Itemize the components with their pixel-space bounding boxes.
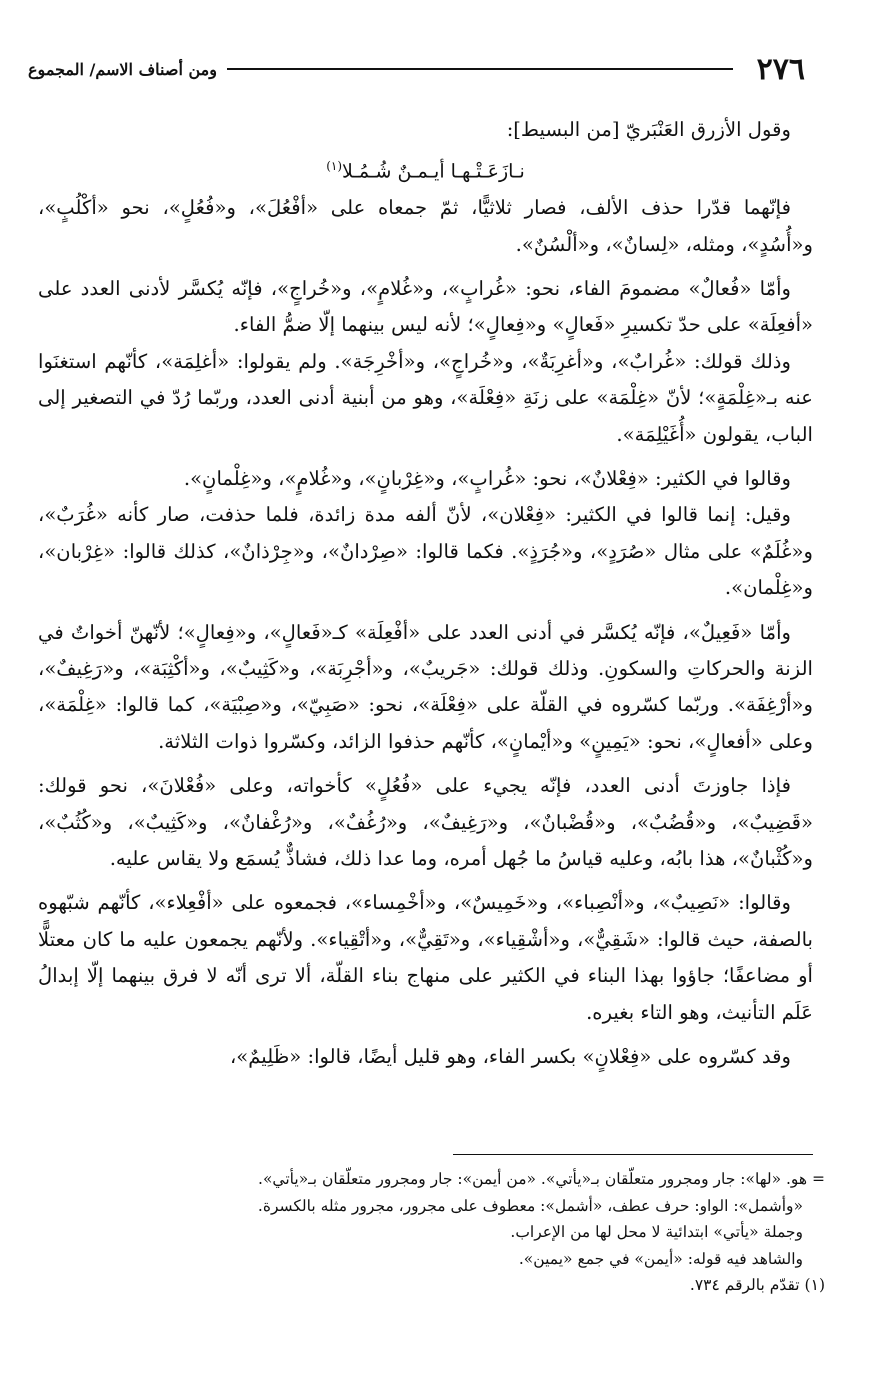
verse-text: نـازَعَـتْـهـا أيـمـنٌ شُـمُـلا <box>342 160 525 183</box>
footnote-line: = هو. «لها»: جار ومجرور متعلّقان بـ«يأتي». «من أيمن»: جار ومجرور متعلّقان بـ«يأتي». <box>258 1170 825 1188</box>
main-text <box>38 112 813 1075</box>
footnote-line: وجملة «يأتي» ابتدائية لا محل لها من الإعراب. <box>510 1223 803 1241</box>
footnote-line: والشاهد فيه قوله: «أيمن» في جمع «يمين». <box>518 1249 803 1268</box>
footnote-ref: (١) <box>326 159 343 174</box>
poetry-verse <box>38 148 813 190</box>
footnotes <box>70 1166 825 1299</box>
paragraph: وذلك قولك: «غُرابٌ»، و«أغرِبَةٌ»، و«خُراجٍ»، و«أخْرِجَة». ولم يقولوا: «أغلِمَة»، كأنّهم استغنَوا عنه بـ«غِلْمَةٍ»؛ لأنّ «غِلْمَة» على زنَةِ «فِعْلَة»، وهو من أبنية أدنى العدد، وربّما رُدّ في التصغير إلى الباب، يقولون «أُغَيْلِمَة». <box>38 349 813 446</box>
running-title: ومن أصناف الاسم/ المجموع <box>28 59 217 79</box>
paragraph: وقالوا: «نَصِيبٌ»، و«أنْصِباء»، و«خَمِيسٌ»، و«أخْمِساء»، فجمعوه على «أفْعِلاء»، كأنّهم شبّهوه بالصفة، حيث قالوا: «شَقِيٌّ»، و«أشْقِياء»، و«تَقِيٌّ»، و«أتْقِياء». ولأنّهم يجمعون عليه ما كان معتلًّا أو مضاعفًا؛ جاؤوا بهذا البناء في الكثير على منهاج بناء القلّة، ألا ترى أنّه لا فرق بينهما إلّا إبدالُ عَلَم التأنيث، وهو التاء بغيره. <box>38 891 813 1024</box>
verse-intro: وقول الأزرق العَنْبَريّ [من البسيط]: <box>506 118 791 141</box>
footnote-1: (١) تقدّم بالرقم ٧٣٤. <box>689 1276 825 1294</box>
paragraph: وقالوا في الكثير: «فِعْلانٌ»، نحو: «غُرابٍ»، و«غِرْبانٍ»، و«غُلامٍ»، و«غِلْمانٍ». <box>183 466 791 490</box>
page-header <box>28 52 805 86</box>
paragraph: وقيل: إنما قالوا في الكثير: «فِعْلان»، لأنّ ألفه مدة زائدة، فلما حذفت، صار كأنه «غُرَبٌ»، و«غُلَمٌ» على مثال «صُرَدٍ»، و«جُرَذٍ». فكما قالوا: «صِرْدانٌ»، و«جِرْذانٌ»، كذلك قالوا: «غِرْبان»، و«غِلْمان». <box>38 503 813 600</box>
paragraph: فإنّهما قدّرا حذف الألف، فصار ثلاثيًّا، ثمّ جمعاه على «أفْعُلَ»، و«فُعُلٍ»، نحو «أكْلُبٍ»، و«أُسُدٍ»، ومثله، «لِسانٌ»، و«ألْسُنٌ». <box>38 196 813 256</box>
page-number: ٢٧٦ <box>756 51 805 87</box>
footnote-separator <box>453 1154 813 1155</box>
footnote-line: «وأشمل»: الواو: حرف عطف، «أشمل»: معطوف على مجرور، مجرور مثله بالكسرة. <box>257 1196 803 1215</box>
paragraph: وقد كسّروه على «فِعْلانٍ» بكسر الفاء، وهو قليل أيضًا، قالوا: «ظَلِيمٌ»، <box>229 1045 791 1069</box>
paragraph: وأمّا «فَعِيلٌ»، فإنّه يُكسَّر في أدنى العدد على «أفْعِلَة» كـ«فَعالٍ»، و«فِعالٍ»؛ لأنّهنّ أخواتٌ في الزنة والحركاتِ والسكونِ. وذلك قولك: «جَريبٌ»، و«أجْرِبَة»، و«كَثِيبٌ»، و«أكْثِبَة»، و«رَغِيفٌ»، و«أرْغِفَة». وربّما كسّروه في القلّة على «فِعْلَة»، نحو: «صَبِيّ»، و«صِبْيَة»، كما قالوا: «غِلْمَة»، وعلى «أفعالٍ»، نحو: «يَمِينٍ» و«أيْمانٍ»، كأنّهم حذفوا الزائد، وكسّروا ذوات الثلاثة. <box>38 620 813 753</box>
paragraph: فإذا جاوزتَ أدنى العدد، فإنّه يجيء على «فُعُلٍ» كأخواته، وعلى «فُعْلانَ»، نحو قولك: «قَضِيبٌ»، و«قُضُبٌ»، و«قُضْبانٌ»، و«رَغِيفٌ»، و«رُغُفٌ»، و«رُغْفانٌ»، و«كَثِيبٌ»، و«كُثُبٌ»، و«كُثْبانٌ»، هذا بابُه، وعليه قياسُ ما جُهل أمره، وما عدا ذلك، فشاذٌّ يُسمَع ولا يقاس عليه. <box>38 774 813 871</box>
header-rule <box>227 68 733 70</box>
paragraph: وأمّا «فُعالٌ» مضمومَ الفاء، نحو: «غُرابٍ»، و«غُلامٍ»، و«خُراجٍ»، فإنّه يُكسَّر لأدنى العدد على «أفعِلَة» على حدّ تكسيرِ «فَعالٍ» و«فِعالٍ»؛ لأنه ليس بينهما إلّا ضمُّ الفاء. <box>38 276 813 337</box>
